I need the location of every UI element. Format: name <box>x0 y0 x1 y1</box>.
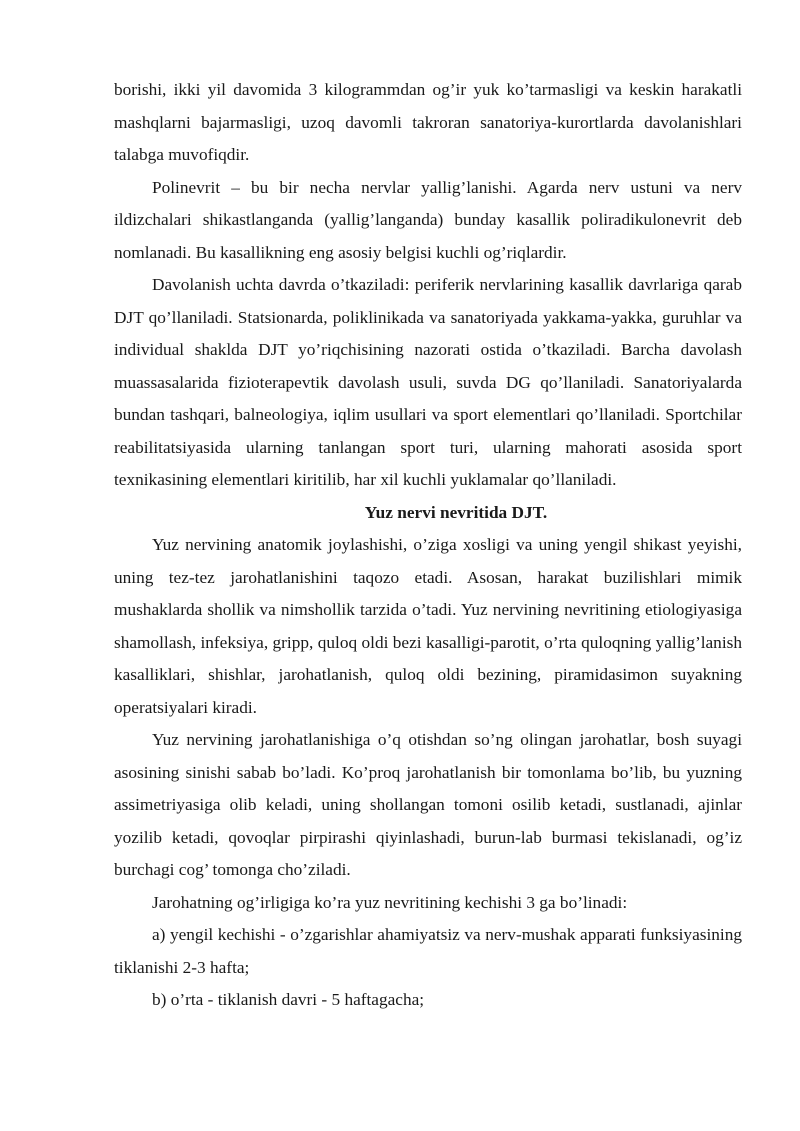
list-item-a: a) yengil kechishi - o’zgarishlar ahamiyatsiz va nerv-mushak apparati funksiyasining tiklanishi 2-3 hafta; <box>114 925 742 977</box>
paragraph-anatomik: Yuz nervining anatomik joylashishi, o’ziga xosligi va uning yengil shikast yeyishi, uning tez-tez jarohatlanishini taqozo etadi. Asosan, harakat buzilishlari mimik mushaklarda shollik va nimshollik tarzida o’tadi. Yuz nervining nevritining etiologiyasiga shamollash, infeksiya, gripp, quloq oldi bezi kasalligi-parotit, o’rta quloqning yallig’lanish kasalliklari, shishlar, jarohatlanish, quloq oldi bezining, piramidasimon suyakning operatsiyalari kiradi. <box>114 535 742 717</box>
paragraph-continuation: borishi, ikki yil davomida 3 kilogrammdan og’ir yuk ko’tarmasligi va keskin harakatli mashqlarni bajarmasligi, uzoq davomli takroran sanatoriya-kurortlarda davolanishlari talabga muvofiqdir. <box>114 80 742 164</box>
paragraph-jarohatlanish: Yuz nervining jarohatlanishiga o’q otishdan so’ng olingan jarohatlar, bosh suyagi asosining sinishi sabab bo’ladi. Ko’proq jarohatlanish bir tomonlama bo’lib, bu yuzning assimetriyasiga olib keladi, uning shollangan tomoni osilib ketadi, sustlanadi, ajinlar yozilib ketadi, qovoqlar pirpirashi qiyinlashadi, burun-lab burmasi tekislanadi, og’iz burchagi cog’ tomonga cho’ziladi. <box>114 730 742 879</box>
list-item-b: b) o’rta - tiklanish davri - 5 haftagacha; <box>152 990 425 1009</box>
document-page <box>114 74 742 1017</box>
paragraph-polinevrit: Polinevrit – bu bir necha nervlar yallig’lanishi. Agarda nerv ustuni va nerv ildizchalari shikastlanganda (yallig’langanda) bunday kasallik poliradikulonevrit deb nomlanadi. Bu kasallikning eng asosiy belgisi kuchli og’riqlardir. <box>114 177 742 262</box>
section-heading: Yuz nervi nevritida DJT. <box>364 502 548 522</box>
paragraph-kechishi: Jarohatning og’irligiga ko’ra yuz nevritining kechishi 3 ga bo’linadi: <box>152 892 628 912</box>
paragraph-davolanish: Davolanish uchta davrda o’tkaziladi: periferik nervlarining kasallik davrlariga qarab DJT qo’llaniladi. Statsionarda, poliklinikada va sanatoriyada yakkama-yakka, guruhlar va individual shaklda DJT yo’riqchisining nazorati ostida o’tkaziladi. Barcha davolash muassasalarida fizioterapevtik davolash usuli, suvda DG qo’llaniladi. Sanatoriyalarda bundan tashqari, balneologiya, iqlim usullari va sport elementlari qo’llaniladi. Sportchilar reabilitatsiyasida ularning tanlangan sport turi, ularning mahorati asosida sport texnikasining elementlari kiritilib, har xil kuchli yuklamalar qo’llaniladi. <box>114 275 742 489</box>
